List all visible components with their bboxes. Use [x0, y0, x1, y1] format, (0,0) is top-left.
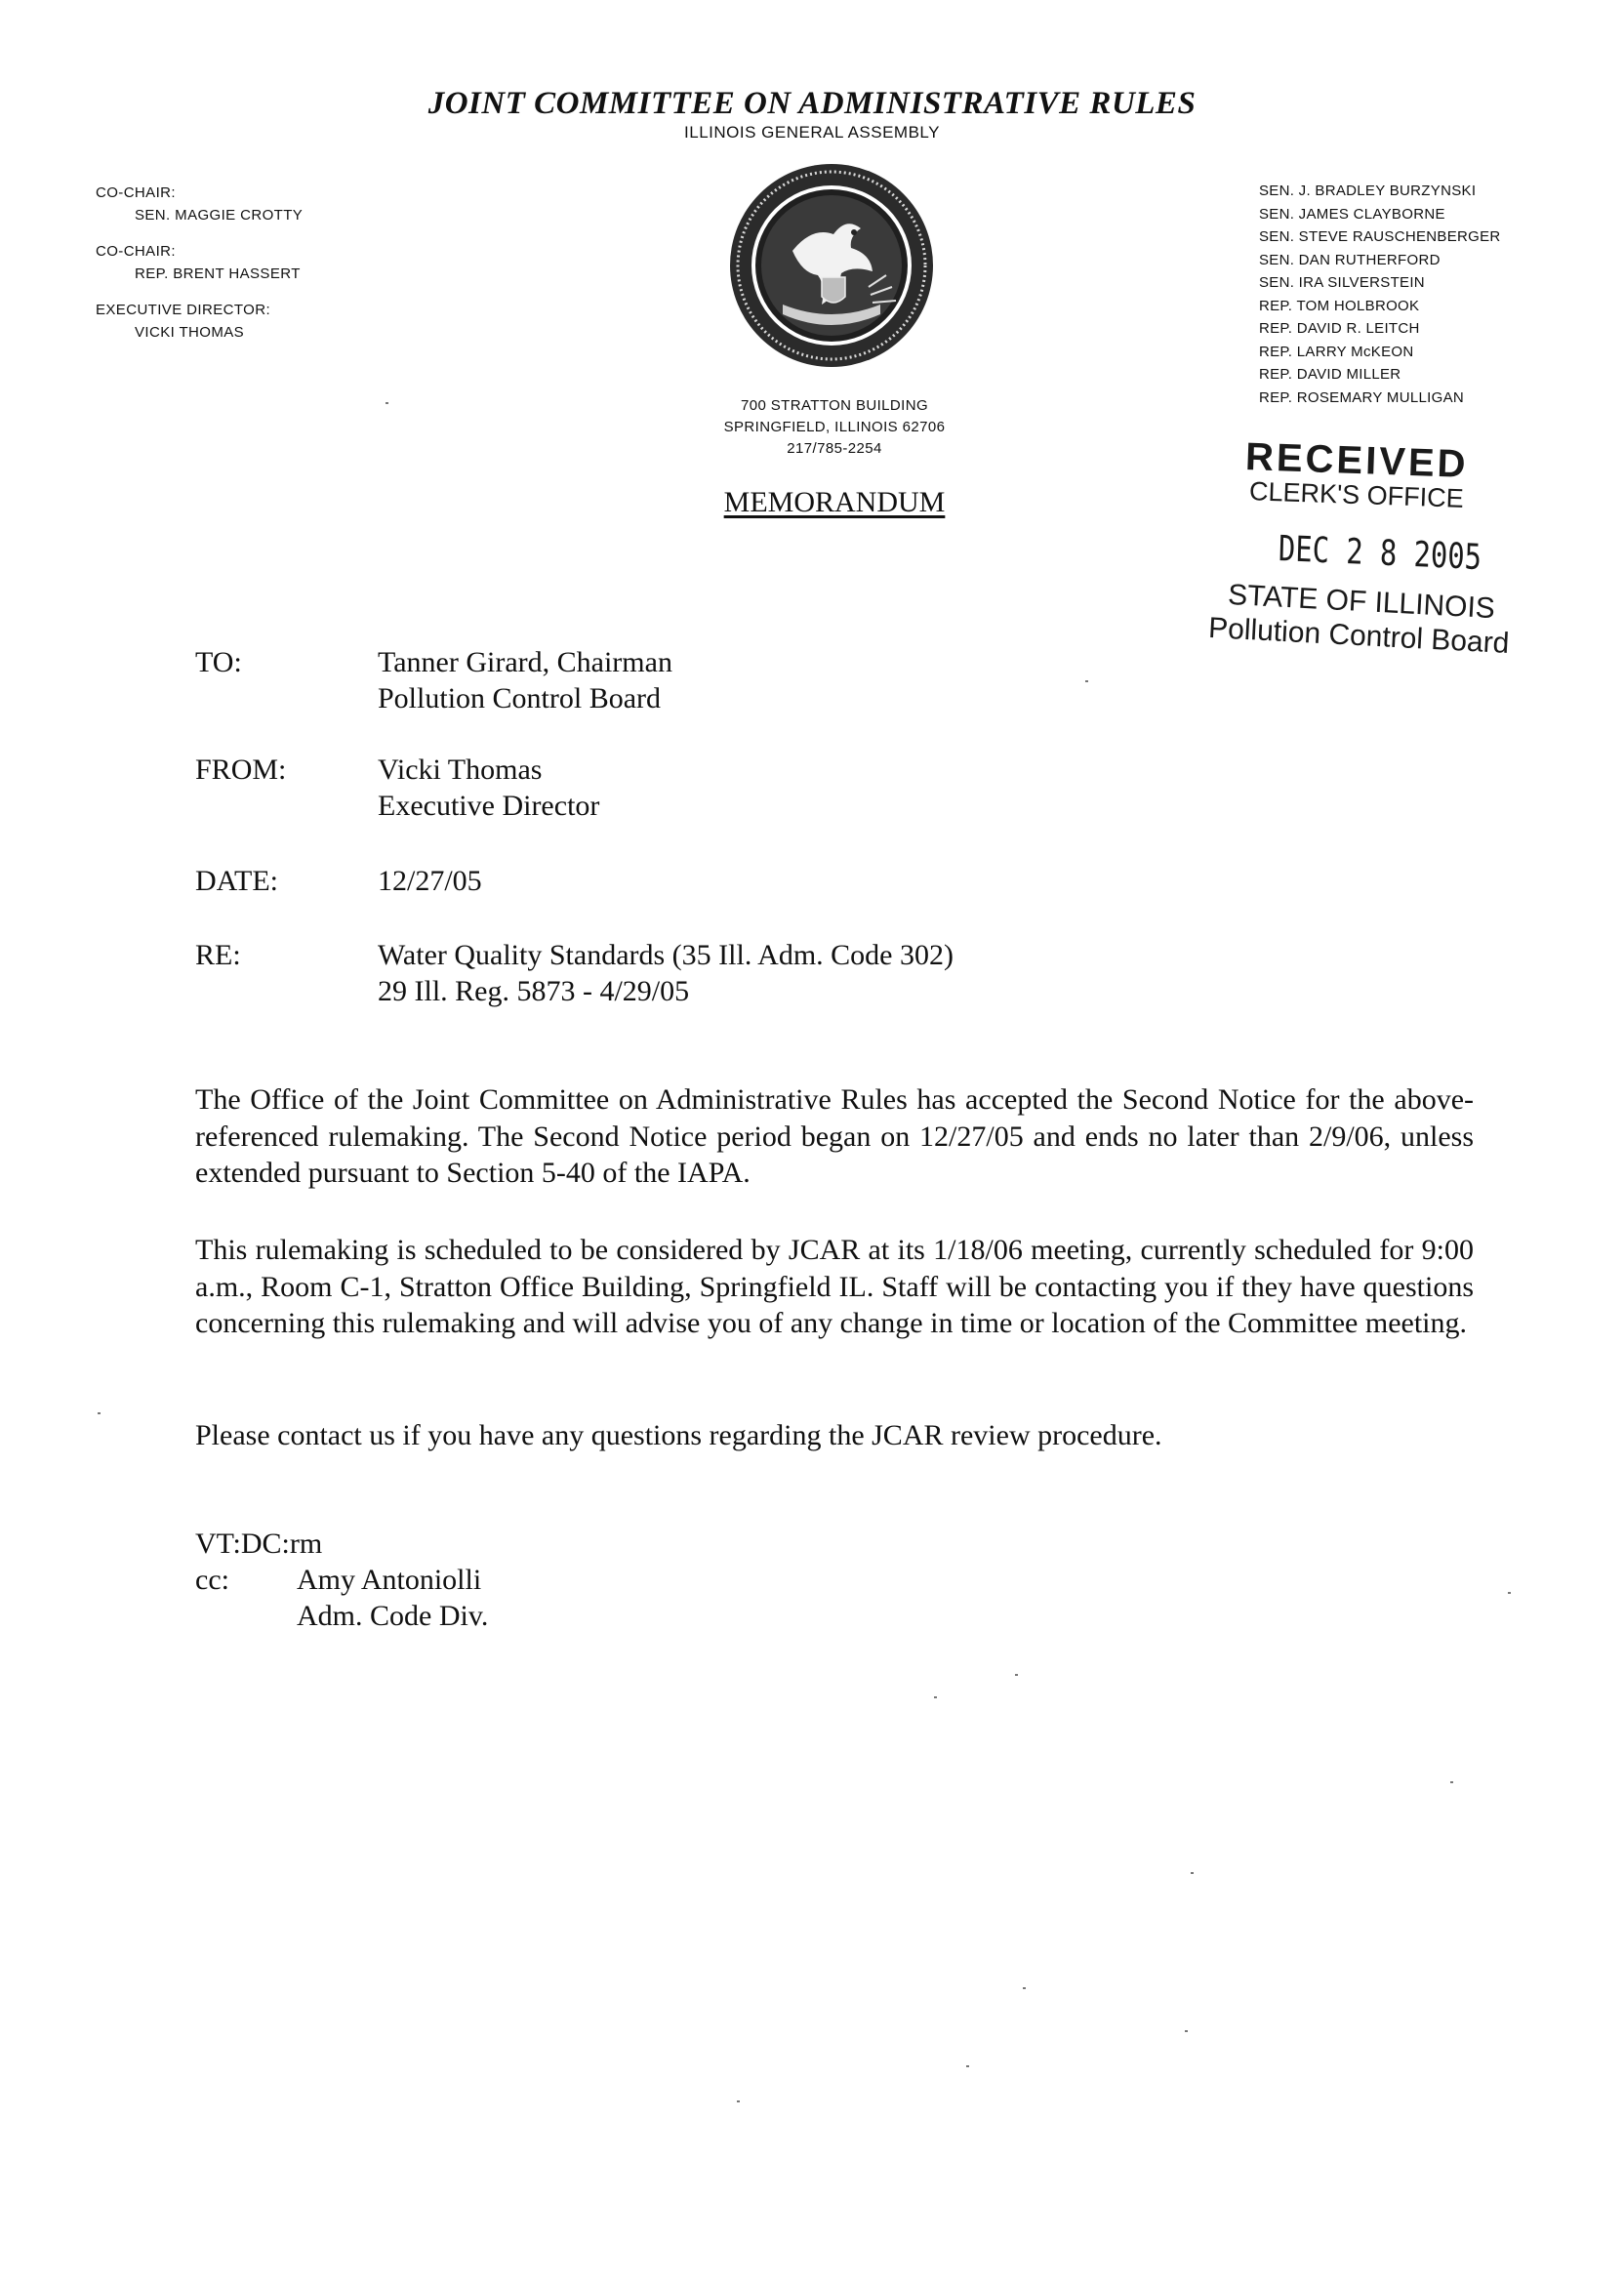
officer-name: VICKI THOMAS	[135, 324, 245, 341]
member-name: REP. DAVID R. LEITCH	[1259, 320, 1420, 337]
member-name: REP. TOM HOLBROOK	[1259, 297, 1420, 314]
committee-title: JOINT COMMITTEE ON ADMINISTRATIVE RULES	[427, 86, 1197, 121]
member-name: REP. LARRY McKEON	[1259, 343, 1414, 360]
officer-co-chair-senate	[96, 182, 303, 226]
from-value	[378, 752, 1256, 824]
subject-line: Water Quality Standards (35 Ill. Adm. Code 302)	[378, 939, 954, 971]
member-name: SEN. IRA SILVERSTEIN	[1259, 274, 1425, 291]
officer-executive-director	[96, 299, 303, 344]
stamp-board-text: Pollution Control Board	[1207, 611, 1511, 661]
state-seal-icon	[724, 158, 939, 373]
member-name: SEN. STEVE RAUSCHENBERGER	[1259, 228, 1501, 245]
scan-speck	[1185, 2030, 1188, 2032]
scan-speck	[98, 1412, 101, 1414]
committee-members-list	[1259, 180, 1501, 409]
stamp-date: DEC 2 8 2005	[1278, 529, 1482, 579]
officer-name: SEN. MAGGIE CROTTY	[135, 207, 304, 224]
sender-name: Vicki Thomas	[378, 754, 543, 786]
date-label: DATE:	[195, 865, 278, 897]
body-paragraph: This rulemaking is scheduled to be considered by JCAR at its 1/18/06 meeting, currently scheduled for 9:00 a.m., Room C-1, Stratton Office Building, Springfield IL. Staff will be contacting you if they have questions concerning this rulemaking and will advise you of any change in time or location of the Committee meeting.	[195, 1234, 1474, 1339]
scan-speck	[737, 2100, 740, 2102]
recipient-organization: Pollution Control Board	[378, 682, 662, 714]
member-name: SEN. JAMES CLAYBORNE	[1259, 205, 1445, 223]
scan-speck	[1015, 1674, 1018, 1676]
officer-role: EXECUTIVE DIRECTOR:	[96, 302, 271, 318]
scan-speck	[1023, 1987, 1026, 1989]
officer-co-chair-house	[96, 240, 303, 285]
officer-role: CO-CHAIR:	[96, 243, 176, 260]
recipient-name: Tanner Girard, Chairman	[378, 646, 672, 678]
officers-block	[96, 182, 303, 357]
scan-speck	[966, 2065, 969, 2067]
stamp-office-text: CLERK'S OFFICE	[1248, 476, 1465, 513]
member-name: REP. ROSEMARY MULLIGAN	[1259, 388, 1465, 406]
register-citation: 29 Ill. Reg. 5873 - 4/29/05	[378, 975, 690, 1007]
to-value	[378, 644, 1256, 716]
address-line: SPRINGFIELD, ILLINOIS 62706	[723, 419, 946, 435]
body-paragraph: Please contact us if you have any questions regarding the JCAR review procedure.	[195, 1419, 1162, 1451]
re-value	[378, 937, 1256, 1009]
member-name: SEN. J. BRADLEY BURZYNSKI	[1259, 183, 1477, 199]
sender-title: Executive Director	[378, 790, 600, 822]
scan-speck	[1191, 1872, 1194, 1874]
stamp-state-text: STATE OF ILLINOIS	[1227, 578, 1496, 626]
to-label: TO:	[195, 646, 242, 678]
stamp-received-text: RECEIVED	[1244, 435, 1470, 486]
officer-name: REP. BRENT HASSERT	[135, 265, 301, 282]
scan-speck	[1450, 1781, 1453, 1783]
cc-label: cc:	[195, 1564, 229, 1596]
scan-speck	[1085, 680, 1088, 682]
member-name: REP. DAVID MILLER	[1259, 366, 1401, 383]
date-value: 12/27/05	[378, 865, 482, 897]
phone-number: 217/785-2254	[787, 440, 882, 457]
scan-speck	[934, 1696, 937, 1698]
from-label: FROM:	[195, 754, 287, 786]
assembly-subtitle: ILLINOIS GENERAL ASSEMBLY	[684, 123, 940, 142]
officer-role: CO-CHAIR:	[96, 184, 176, 201]
typist-initials: VT:DC:rm	[195, 1528, 323, 1560]
member-name: SEN. DAN RUTHERFORD	[1259, 251, 1441, 268]
re-label: RE:	[195, 939, 241, 971]
received-stamp	[1200, 435, 1552, 673]
cc-recipient: Adm. Code Div.	[297, 1600, 489, 1632]
scan-speck	[1508, 1592, 1511, 1594]
scan-speck	[386, 402, 388, 404]
address-line: 700 STRATTON BUILDING	[740, 397, 929, 414]
address-block	[669, 395, 1000, 460]
memo-heading: MEMORANDUM	[723, 486, 946, 518]
cc-recipients	[297, 1562, 488, 1634]
cc-recipient: Amy Antoniolli	[297, 1564, 482, 1596]
body-paragraph: The Office of the Joint Committee on Administrative Rules has accepted the Second Notice for the above-referenced rulemaking. The Second Notice period began on 12/27/05 and ends no later than 2/9/06, unless extended pursuant to Section 5-40 of the IAPA.	[195, 1083, 1474, 1189]
